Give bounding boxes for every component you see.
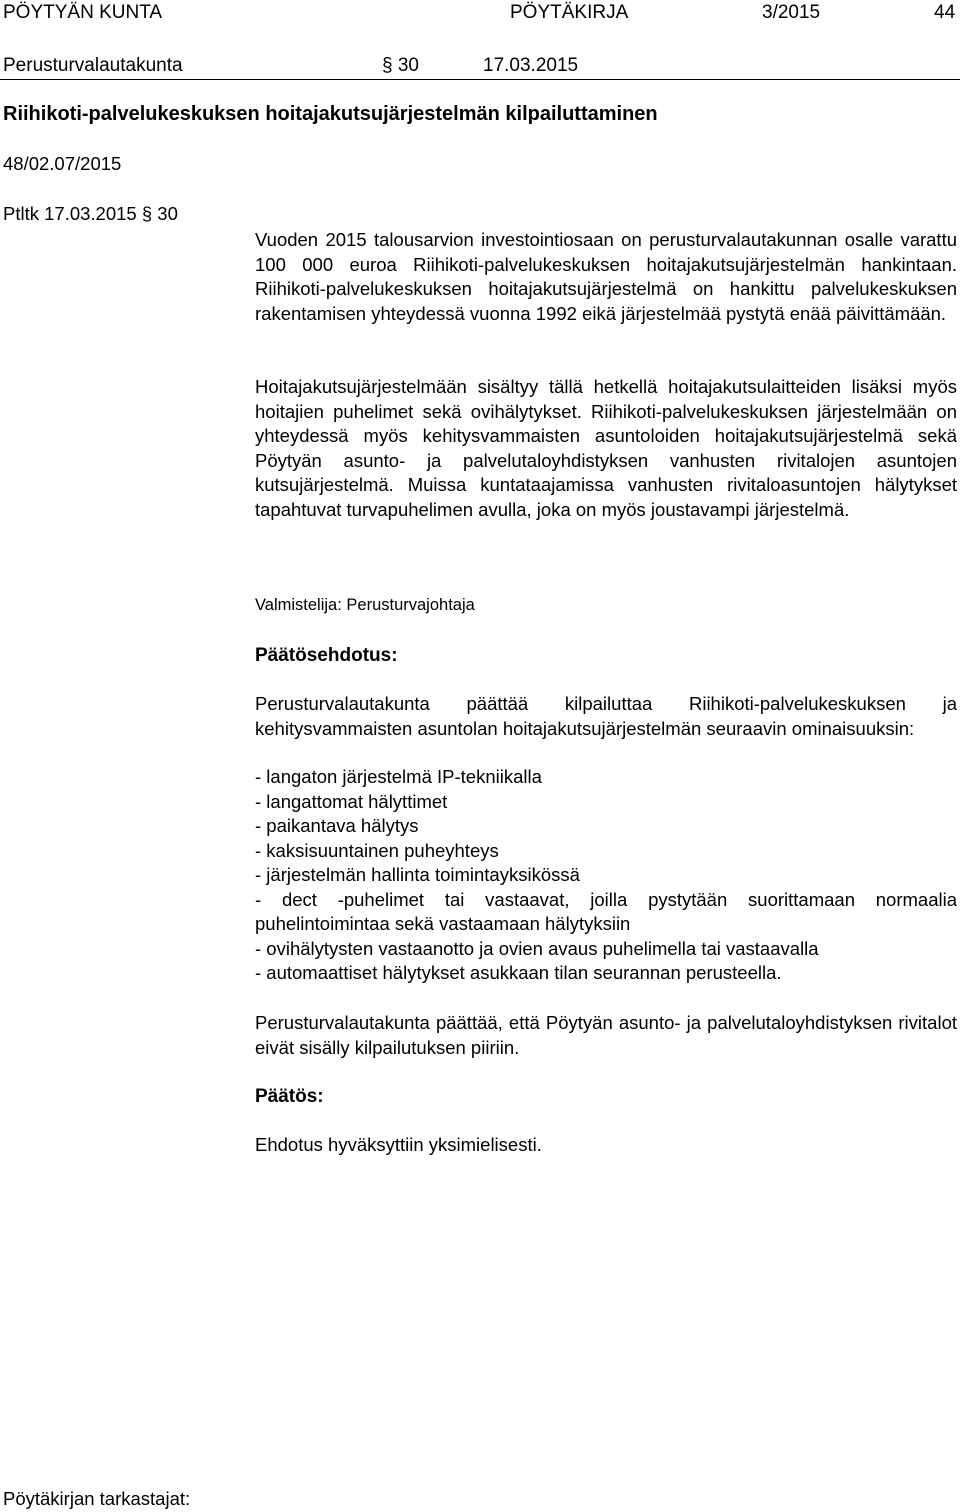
section-mark [382,55,419,77]
proposal-heading: Päätösehdotus: [255,645,398,666]
reviewers-label: Pöytäkirjan tarkastajat: [3,1488,191,1509]
doc-type: PÖYTÄKIRJA [510,2,629,23]
prior-handling: Ptltk 17.03.2015 § 30 [3,203,178,224]
list-item: - kaksisuuntainen puheyhteys [255,839,499,861]
paragraph-current-system: Hoitajakutsujärjestelmään sisältyy tällä hetkellä hoitajakutsulaitteiden lisäksi myös hoitajien puhelimet sekä ovihälytykset. Riihikoti-palvelukeskuksen järjestelmään on yhteydessä myös kehitysvammaisten asuntoloiden hoitajakutsujärjestelmä sekä Pöytyän asunto- ja palvelutaloyhdistyksen vanhusten rivitalojen asuntojen kutsujärjestelmä. Muissa kuntataajamissa vanhusten rivitaloasuntojen hälytykset tapahtuvat turvapuhelimen avulla, joka on myös joustavampi järjestelmä. [255,376,957,520]
list-item: - dect -puhelimet tai vastaavat, joilla pystytään suorittamaan normaalia puhelintoimintaa sekä vastaamaan hälytyksiin [255,888,957,934]
proposal-intro: Perusturvalautakunta päättää kilpailuttaa Riihikoti-palvelukeskuksen ja kehitysvammaisten asuntolan hoitajakutsujärjestelmän seuraavin ominaisuuksin: [255,693,957,739]
preparer: Valmistelija: Perusturvajohtaja [255,596,475,614]
paragraph-background: Vuoden 2015 talousarvion investointiosaan on perusturvalautakunnan osalle varattu 100 000 euroa Riihikoti-palvelukeskuksen hoitajakutsujärjestelmän hankintaan. Riihikoti-palvelukeskuksen hoitajakutsujärjestelmä on hankittu palvelukeskuksen rakentamisen yhteydessä vuonna 1992 eikä järjestelmää pystytä enää päivittämään. [255,229,957,324]
requirements-list [255,765,957,986]
meeting-date: 17.03.2015 [483,55,579,76]
page-number: 44 [934,2,956,23]
section-sign-icon: § [382,55,393,76]
list-item: - automaattiset hälytykset asukkaan tilan seurannan perusteella. [255,962,782,983]
proposal-exclusion: Perusturvalautakunta päättää, että Pöytyän asunto- ja palvelutaloyhdistyksen rivitalot eivät sisälly kilpailutuksen piiriin. [255,1012,957,1058]
list-item: - langattomat hälyttimet [255,790,448,812]
subject-title: Riihikoti-palvelukeskuksen hoitajakutsujärjestelmän kilpailuttaminen [3,103,658,125]
list-item: - järjestelmän hallinta toimintayksikössä [255,864,580,885]
reference-number: 48/02.07/2015 [3,153,122,174]
decision-heading: Päätös: [255,1086,324,1107]
list-item: - paikantava hälytys [255,815,419,836]
header-divider [0,79,960,80]
list-item: - ovihälytysten vastaanotto ja ovien avaus puhelimella tai vastaavalla [255,937,819,959]
list-item: - langaton järjestelmä IP-tekniikalla [255,766,542,787]
doc-number: 3/2015 [762,2,821,23]
org-name: PÖYTYÄN KUNTA [3,2,163,23]
section-number: 30 [397,55,419,76]
committee-name: Perusturvalautakunta [3,55,183,76]
decision-text: Ehdotus hyväksyttiin yksimielisesti. [255,1134,542,1155]
